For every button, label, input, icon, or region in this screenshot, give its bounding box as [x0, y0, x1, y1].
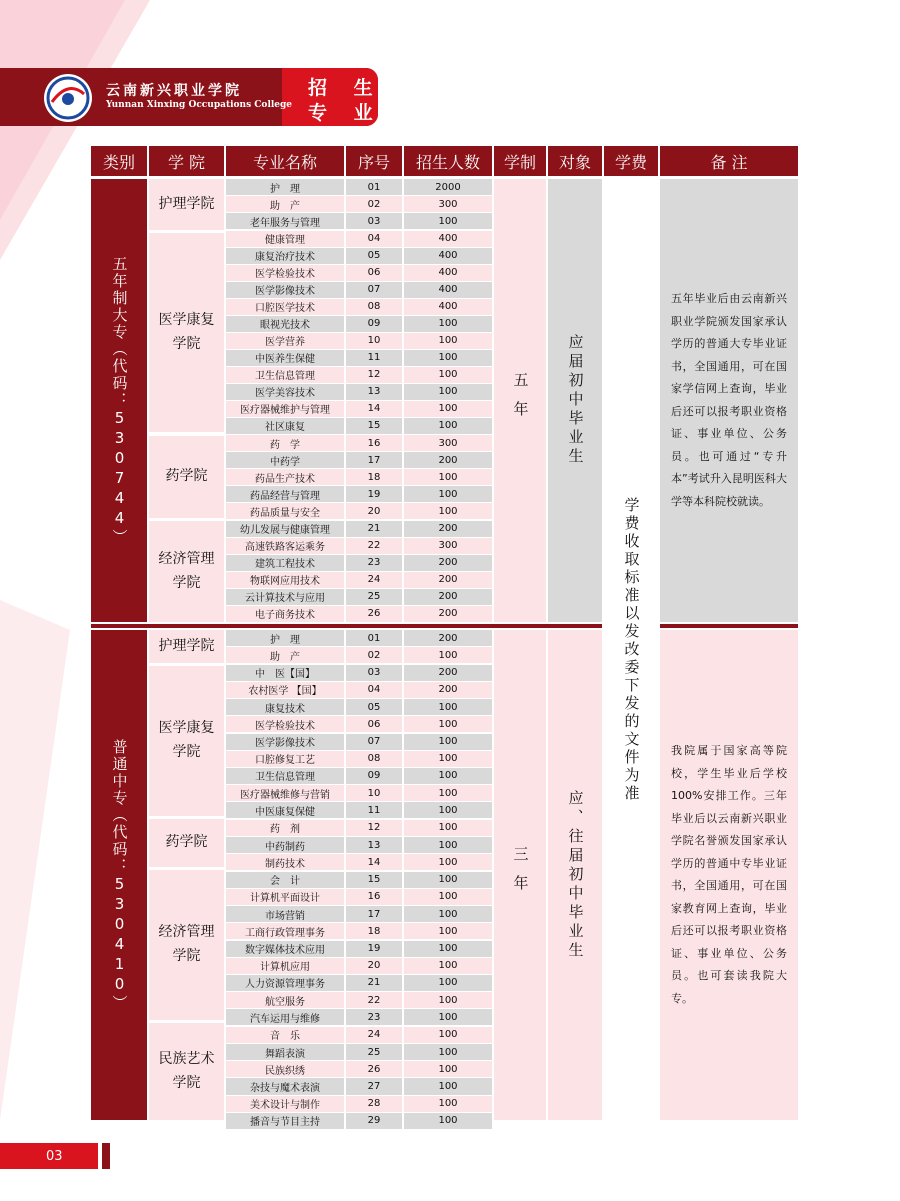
enrollment-count: 400 — [404, 282, 492, 298]
major-number: 03 — [346, 213, 402, 229]
major-number: 02 — [346, 647, 402, 663]
major-number: 26 — [346, 606, 402, 622]
major-name: 卫生信息管理 — [226, 768, 344, 784]
major-number: 23 — [346, 1009, 402, 1025]
enrollment-count: 100 — [404, 958, 492, 974]
major-name: 工商行政管理事务 — [226, 923, 344, 939]
target-five-year — [548, 179, 602, 622]
major-name: 中药制药 — [226, 837, 344, 853]
enrollment-count: 200 — [404, 521, 492, 537]
major-number: 17 — [346, 452, 402, 468]
major-name: 康复技术 — [226, 699, 344, 715]
enrollment-count: 400 — [404, 248, 492, 264]
enrollment-count: 200 — [404, 572, 492, 588]
major-name: 电子商务技术 — [226, 606, 344, 622]
category-five-year — [91, 179, 147, 622]
major-name: 口腔医学技术 — [226, 299, 344, 315]
major-number: 28 — [346, 1096, 402, 1112]
major-number: 14 — [346, 854, 402, 870]
major-name: 社区康复 — [226, 418, 344, 434]
duration-five-year-label: 五年 — [511, 371, 530, 430]
col-header-duration: 学制 — [494, 146, 546, 176]
major-number: 05 — [346, 248, 402, 264]
enrollment-count: 200 — [404, 606, 492, 622]
major-name: 云计算技术与应用 — [226, 589, 344, 605]
major-name: 高速铁路客运乘务 — [226, 538, 344, 554]
enrollment-count: 100 — [404, 333, 492, 349]
enrollment-count: 100 — [404, 503, 492, 519]
enrollment-count: 100 — [404, 418, 492, 434]
major-number: 24 — [346, 572, 402, 588]
major-name: 音 乐 — [226, 1027, 344, 1043]
major-number: 25 — [346, 1044, 402, 1060]
enrollment-count: 100 — [404, 837, 492, 853]
col-header-count: 招生人数 — [404, 146, 492, 176]
major-name: 中药学 — [226, 452, 344, 468]
major-number: 07 — [346, 734, 402, 750]
enrollment-count: 200 — [404, 665, 492, 681]
major-number: 16 — [346, 435, 402, 451]
college-group: 护理学院 — [149, 630, 224, 663]
college-group: 民族艺术学院 — [149, 1023, 224, 1120]
major-number: 02 — [346, 196, 402, 212]
major-name: 药品质量与安全 — [226, 503, 344, 519]
major-number: 06 — [346, 716, 402, 732]
section-tag-line1: 招 生 — [308, 77, 383, 99]
category-secondary — [91, 630, 147, 1120]
enrollment-count: 100 — [404, 734, 492, 750]
major-number: 19 — [346, 486, 402, 502]
enrollment-count: 100 — [404, 1096, 492, 1112]
enrollment-count: 100 — [404, 213, 492, 229]
enrollment-count: 100 — [404, 992, 492, 1008]
enrollment-count: 100 — [404, 1027, 492, 1043]
target-secondary-label: 应、往届初中毕业生 — [566, 789, 585, 961]
major-name: 健康管理 — [226, 231, 344, 247]
major-number: 24 — [346, 1027, 402, 1043]
enrollment-count: 100 — [404, 699, 492, 715]
major-name: 医学影像技术 — [226, 734, 344, 750]
major-name: 民族织绣 — [226, 1061, 344, 1077]
duration-five-year — [494, 179, 546, 622]
major-name: 药品经营与管理 — [226, 486, 344, 502]
major-number: 19 — [346, 941, 402, 957]
major-number: 22 — [346, 538, 402, 554]
major-number: 21 — [346, 521, 402, 537]
college-group: 经济管理学院 — [149, 870, 224, 1020]
enrollment-count: 100 — [404, 889, 492, 905]
major-name: 医学检验技术 — [226, 716, 344, 732]
category-five-year-label: 五年制大专（代码：530744） — [110, 255, 129, 546]
col-header-major: 专业名称 — [226, 146, 344, 176]
enrollment-count: 400 — [404, 231, 492, 247]
target-secondary — [548, 630, 602, 1120]
major-number: 11 — [346, 350, 402, 366]
college-group: 医学康复学院 — [149, 233, 224, 432]
major-name: 人力资源管理事务 — [226, 975, 344, 991]
enrollment-count: 100 — [404, 1113, 492, 1129]
major-name: 中 医【国】 — [226, 665, 344, 681]
major-name: 医疗器械维护与管理 — [226, 401, 344, 417]
remark-secondary — [660, 630, 798, 1120]
major-number: 26 — [346, 1061, 402, 1077]
major-name: 药 学 — [226, 435, 344, 451]
col-header-remark: 备 注 — [660, 146, 798, 176]
major-name: 舞蹈表演 — [226, 1044, 344, 1060]
major-number: 17 — [346, 906, 402, 922]
enrollment-count: 200 — [404, 682, 492, 698]
major-name: 中医康复保健 — [226, 802, 344, 818]
college-group: 药学院 — [149, 819, 224, 867]
enrollment-count: 100 — [404, 872, 492, 888]
major-name: 数字媒体技术应用 — [226, 941, 344, 957]
major-name: 护 理 — [226, 179, 344, 195]
major-name: 美术设计与制作 — [226, 1096, 344, 1112]
major-name: 建筑工程技术 — [226, 555, 344, 571]
enrollment-count: 400 — [404, 265, 492, 281]
major-number: 16 — [346, 889, 402, 905]
major-name: 护 理 — [226, 630, 344, 646]
remark-five-year-text: 五年毕业后由云南新兴职业学院颁发国家承认学历的普通大专毕业证书，全国通用，可在国家学信网上查询，毕业后还可以报考职业资格证、事业单位、公务员。也可通过“专升本”考试升入昆明医科大学等本科院校就读。 — [671, 292, 787, 508]
major-name: 播音与节目主持 — [226, 1113, 344, 1129]
major-number: 09 — [346, 768, 402, 784]
enrollment-count: 100 — [404, 802, 492, 818]
major-name: 助 产 — [226, 196, 344, 212]
college-group: 医学康复学院 — [149, 666, 224, 816]
major-name: 眼视光技术 — [226, 316, 344, 332]
major-name: 药品生产技术 — [226, 469, 344, 485]
major-name: 助 产 — [226, 647, 344, 663]
enrollment-count: 300 — [404, 435, 492, 451]
major-number: 07 — [346, 282, 402, 298]
major-number: 14 — [346, 401, 402, 417]
major-number: 15 — [346, 418, 402, 434]
major-number: 29 — [346, 1113, 402, 1129]
category-secondary-label: 普通中专（代码：530410） — [110, 738, 129, 1012]
remark-secondary-text: 我院属于国家高等院校，学生毕业后学校100%安排工作。三年毕业后以云南新兴职业学院名誉颁发国家承认学历的普通中专毕业证书，全国通用，可在国家教育网上查询，毕业后还可以报考职业资格证、事业单位、公务员。也可套读我院大专。 — [671, 744, 787, 1005]
page-number: 03 — [46, 1148, 63, 1164]
enrollment-count: 100 — [404, 975, 492, 991]
major-name: 医学营养 — [226, 333, 344, 349]
major-number: 13 — [346, 837, 402, 853]
target-five-year-label: 应届初中毕业生 — [566, 334, 585, 467]
enrollment-count: 100 — [404, 1009, 492, 1025]
section-divider — [91, 624, 602, 628]
enrollment-count: 100 — [404, 647, 492, 663]
col-header-fee: 学费 — [604, 146, 658, 176]
major-name: 医疗器械维修与营销 — [226, 785, 344, 801]
enrollment-count: 100 — [404, 367, 492, 383]
major-number: 20 — [346, 503, 402, 519]
major-name: 汽车运用与维修 — [226, 1009, 344, 1025]
enrollment-count: 100 — [404, 716, 492, 732]
enrollment-count: 100 — [404, 469, 492, 485]
page-number-bar — [0, 1143, 98, 1169]
major-number: 12 — [346, 820, 402, 836]
major-number: 25 — [346, 589, 402, 605]
side-stripe — [0, 600, 70, 1120]
major-number: 18 — [346, 469, 402, 485]
col-header-target: 对象 — [548, 146, 602, 176]
college-group: 经济管理学院 — [149, 521, 224, 622]
major-number: 15 — [346, 872, 402, 888]
major-number: 27 — [346, 1078, 402, 1094]
college-name-cn: 云南新兴职业学院 — [106, 83, 242, 99]
enrollment-count: 100 — [404, 785, 492, 801]
enrollment-count: 100 — [404, 486, 492, 502]
major-number: 22 — [346, 992, 402, 1008]
major-number: 13 — [346, 384, 402, 400]
fee-column — [604, 179, 658, 1120]
major-name: 物联网应用技术 — [226, 572, 344, 588]
major-name: 医学检验技术 — [226, 265, 344, 281]
major-name: 幼儿发展与健康管理 — [226, 521, 344, 537]
major-number: 10 — [346, 333, 402, 349]
major-number: 04 — [346, 231, 402, 247]
duration-secondary — [494, 630, 546, 1120]
major-name: 康复治疗技术 — [226, 248, 344, 264]
major-number: 21 — [346, 975, 402, 991]
enrollment-count: 300 — [404, 538, 492, 554]
enrollment-count: 200 — [404, 452, 492, 468]
enrollment-count: 100 — [404, 316, 492, 332]
major-name: 医学影像技术 — [226, 282, 344, 298]
major-number: 10 — [346, 785, 402, 801]
major-number: 09 — [346, 316, 402, 332]
enrollment-count: 100 — [404, 820, 492, 836]
col-header-category: 类别 — [91, 146, 147, 176]
major-name: 农村医学 【国】 — [226, 682, 344, 698]
enrollment-count: 2000 — [404, 179, 492, 195]
major-name: 市场营销 — [226, 906, 344, 922]
enrollment-count: 100 — [404, 941, 492, 957]
enrollment-count: 300 — [404, 196, 492, 212]
college-logo-icon — [42, 72, 94, 124]
major-number: 06 — [346, 265, 402, 281]
major-name: 计算机平面设计 — [226, 889, 344, 905]
major-name: 老年服务与管理 — [226, 213, 344, 229]
enrollment-count: 200 — [404, 589, 492, 605]
college-name-en: Yunnan Xinxing Occupations College — [106, 100, 293, 110]
enrollment-count: 100 — [404, 854, 492, 870]
major-number: 01 — [346, 630, 402, 646]
major-name: 杂技与魔术表演 — [226, 1078, 344, 1094]
major-number: 11 — [346, 802, 402, 818]
fee-note-text: 学费收取标准以发改委下发的文件为准 — [622, 496, 641, 803]
section-divider — [660, 624, 798, 628]
enrollment-count: 100 — [404, 768, 492, 784]
enrollment-count: 100 — [404, 1061, 492, 1077]
major-number: 18 — [346, 923, 402, 939]
major-number: 08 — [346, 299, 402, 315]
duration-secondary-label: 三年 — [511, 846, 530, 904]
major-number: 01 — [346, 179, 402, 195]
major-number: 20 — [346, 958, 402, 974]
college-group: 药学院 — [149, 436, 224, 518]
enrollment-count: 200 — [404, 555, 492, 571]
major-name: 医学美容技术 — [226, 384, 344, 400]
college-group: 护理学院 — [149, 179, 224, 230]
col-header-no: 序号 — [346, 146, 402, 176]
enrollment-count: 200 — [404, 630, 492, 646]
enrollment-count: 100 — [404, 1078, 492, 1094]
enrollment-count: 100 — [404, 384, 492, 400]
enrollment-count: 100 — [404, 1044, 492, 1060]
major-name: 制药技术 — [226, 854, 344, 870]
page-number-tick — [102, 1143, 110, 1169]
enrollment-count: 100 — [404, 923, 492, 939]
enrollment-count: 100 — [404, 906, 492, 922]
enrollment-count: 400 — [404, 299, 492, 315]
section-tag-line2: 专 业 — [308, 102, 383, 124]
enrollment-count: 100 — [404, 751, 492, 767]
col-header-college: 学 院 — [149, 146, 224, 176]
major-name: 口腔修复工艺 — [226, 751, 344, 767]
major-name: 航空服务 — [226, 992, 344, 1008]
major-number: 23 — [346, 555, 402, 571]
enrollment-count: 100 — [404, 401, 492, 417]
major-number: 04 — [346, 682, 402, 698]
enrollment-count: 100 — [404, 350, 492, 366]
major-number: 05 — [346, 699, 402, 715]
major-name: 会 计 — [226, 872, 344, 888]
major-name: 中医养生保健 — [226, 350, 344, 366]
major-number: 08 — [346, 751, 402, 767]
major-name: 卫生信息管理 — [226, 367, 344, 383]
remark-five-year — [660, 179, 798, 622]
major-name: 计算机应用 — [226, 958, 344, 974]
major-number: 03 — [346, 665, 402, 681]
major-name: 药 剂 — [226, 820, 344, 836]
major-number: 12 — [346, 367, 402, 383]
